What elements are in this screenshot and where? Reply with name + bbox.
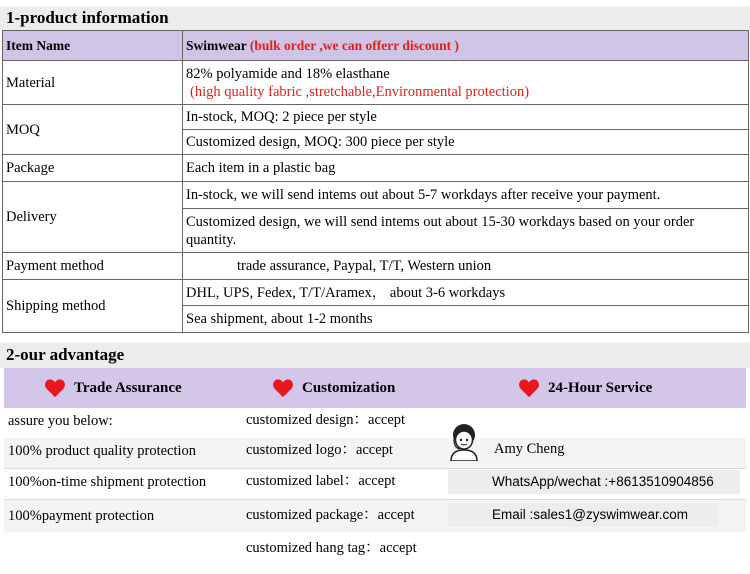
heart-icon xyxy=(44,378,66,398)
email-contact[interactable]: Email :sales1@zyswimwear.com xyxy=(448,503,718,527)
moq-row-1 xyxy=(3,105,749,130)
service-header xyxy=(518,378,652,398)
item-name-value xyxy=(183,31,749,61)
package-label: Package xyxy=(3,155,183,182)
delivery-row-1 xyxy=(3,182,749,209)
advantage-header xyxy=(4,368,746,408)
shipping-line2: Sea shipment, about 1-2 months xyxy=(183,306,749,333)
package-row xyxy=(3,155,749,182)
bulk-order-note: (bulk order ,we can offerr discount ) xyxy=(249,37,459,53)
material-label: Material xyxy=(3,61,183,105)
list-item: customized label：accept xyxy=(246,473,396,489)
table-header-row xyxy=(3,31,749,61)
trade-assurance-header xyxy=(44,378,182,398)
section-title-our-advantage: 2-our advantage xyxy=(0,342,750,368)
advantage-panel xyxy=(4,368,746,572)
material-line1: 82% polyamide and 18% elasthane xyxy=(186,65,390,82)
contact-name: Amy Cheng xyxy=(494,441,565,457)
material-row xyxy=(3,61,749,105)
list-item: customized package：accept xyxy=(246,507,415,523)
moq-line1: In-stock, MOQ: 2 piece per style xyxy=(183,105,749,130)
list-item: 100%on-time shipment protection xyxy=(8,474,207,490)
delivery-label: Delivery xyxy=(3,182,183,253)
delivery-line1: In-stock, we will send intems out about 5-7 workdays after receive your payment. xyxy=(183,182,749,209)
swimwear-label: Swimwear xyxy=(186,37,247,53)
payment-row xyxy=(3,253,749,280)
list-item: 100% product quality protection xyxy=(8,443,197,459)
list-item: customized hang tag：accept xyxy=(246,540,417,556)
service-label: 24-Hour Service xyxy=(548,379,653,396)
customization-label: Customization xyxy=(302,379,396,396)
shipping-line1: DHL, UPS, Fedex, T/T/Aramex， about 3-6 workdays xyxy=(183,280,749,306)
list-item: customized design：accept xyxy=(246,412,406,428)
list-item: 100%payment protection xyxy=(8,508,155,524)
product-info-table xyxy=(2,30,749,333)
support-agent-icon xyxy=(446,421,482,461)
shipping-row-1 xyxy=(3,280,749,306)
payment-value: trade assurance, Paypal, T/T, Western union xyxy=(183,253,749,280)
customization-header xyxy=(272,378,395,398)
section-title-product-information: 1-product information xyxy=(0,6,750,30)
moq-line2: Customized design, MOQ: 300 piece per style xyxy=(183,130,749,155)
package-value: Each item in a plastic bag xyxy=(183,155,749,182)
heart-icon xyxy=(272,378,294,398)
payment-label: Payment method xyxy=(3,253,183,280)
heart-icon xyxy=(518,378,540,398)
item-name-header: Item Name xyxy=(3,31,183,61)
trade-assurance-label: Trade Assurance xyxy=(74,379,182,396)
moq-label: MOQ xyxy=(3,105,183,155)
material-line2: (high quality fabric ,stretchable,Environmental protection) xyxy=(190,83,530,100)
delivery-line2: Customized design, we will send intems out about 15-30 workdays based on your order quantity. xyxy=(183,209,749,253)
material-value xyxy=(183,61,749,105)
list-item: customized logo：accept xyxy=(246,442,393,458)
list-item: assure you below: xyxy=(8,413,113,429)
whatsapp-contact[interactable]: WhatsApp/wechat :+8613510904856 xyxy=(448,470,740,494)
shipping-label: Shipping method xyxy=(3,280,183,333)
